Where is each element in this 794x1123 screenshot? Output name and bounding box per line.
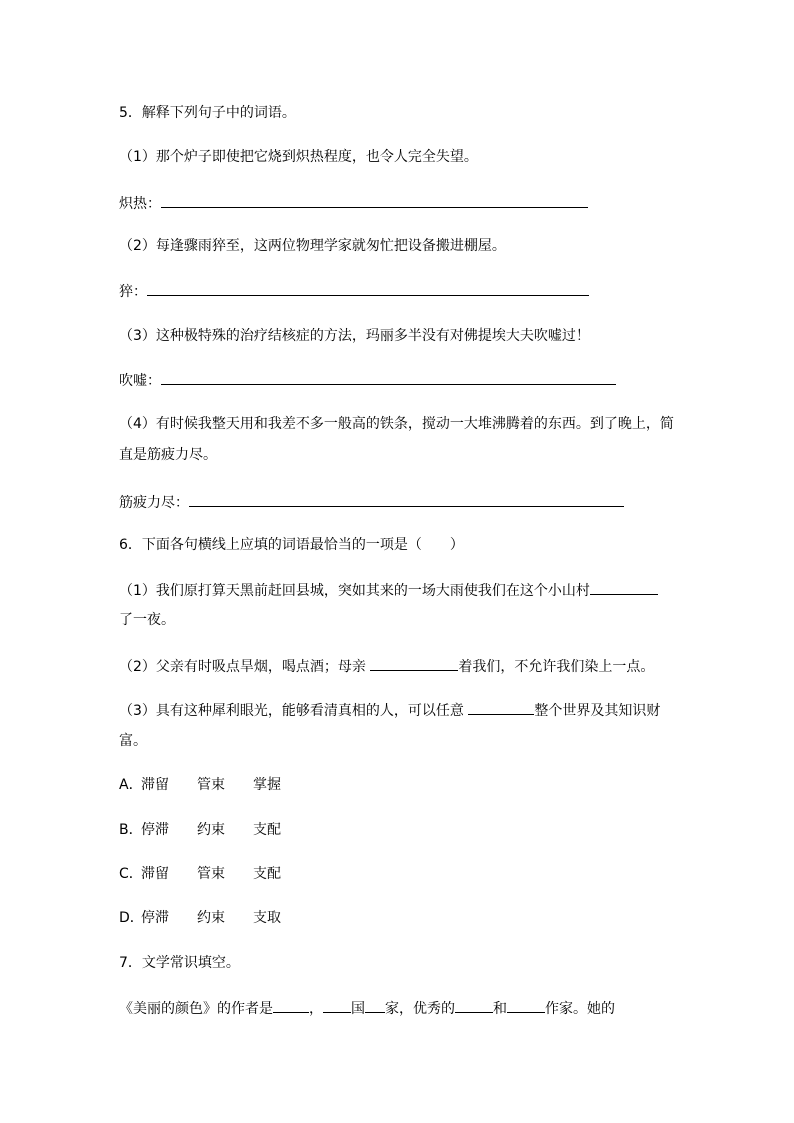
q6-s2-text-b: 着我们，不允许我们染上一点。: [458, 659, 655, 675]
option-word-2: 约束: [197, 822, 225, 838]
answer-blank[interactable]: [507, 998, 545, 1013]
q7-text-1: 《美丽的颜色》的作者是: [119, 1001, 273, 1017]
q5-sentence-4b: 直是筋疲力尽。: [119, 447, 217, 463]
option-word-3: 支取: [253, 910, 281, 926]
q6-s1-text: （1）我们原打算天黑前赶回县城，突如其来的一场大雨使我们在这个小山村: [119, 583, 590, 599]
option-word-2: 约束: [197, 910, 225, 926]
answer-blank[interactable]: [365, 998, 385, 1013]
option-b[interactable]: [119, 820, 281, 840]
option-letter: D．: [119, 910, 144, 926]
q5-sentence-4a: （4）有时候我整天用和我差不多一般高的铁条，搅动一大堆沸腾着的东西。到了晚上，简: [119, 416, 674, 432]
q6-sentence-1b: 了一夜。: [119, 612, 175, 628]
q7-text-2: ，: [309, 1001, 323, 1017]
option-word-1: 停滞: [141, 910, 169, 926]
q5-sentence-1: （1）那个炉子即使把它烧到炽热程度，也令人完全失望。: [119, 149, 478, 165]
answer-blank[interactable]: [468, 700, 534, 715]
q5-word-row-1: [119, 193, 588, 214]
option-c[interactable]: [119, 864, 281, 884]
answer-blank[interactable]: [370, 656, 458, 671]
q5-word-3: 吹嘘：: [119, 373, 161, 389]
answer-blank[interactable]: [455, 998, 493, 1013]
answer-blank[interactable]: [161, 193, 588, 208]
option-letter: C．: [119, 866, 143, 882]
option-d[interactable]: [119, 908, 281, 928]
q6-sentence-1a: [119, 580, 658, 601]
option-word-2: 管束: [197, 777, 225, 793]
option-a[interactable]: [119, 775, 281, 795]
q5-word-row-2: [119, 281, 589, 302]
q5-word-2: 猝：: [119, 284, 147, 300]
q5-word-row-3: [119, 370, 616, 391]
answer-blank[interactable]: [323, 998, 351, 1013]
q5-sentence-3: （3）这种极特殊的治疗结核症的方法，玛丽多半没有对佛提埃大夫吹嘘过！: [119, 328, 590, 344]
answer-blank[interactable]: [189, 492, 624, 507]
q6-s3-text-b: 整个世界及其知识财: [534, 703, 661, 719]
option-letter: A．: [119, 777, 143, 793]
answer-blank[interactable]: [273, 998, 309, 1013]
q5-title: 5．解释下列句子中的词语。: [119, 105, 296, 121]
q7-text-4: 家，优秀的: [385, 1001, 455, 1017]
option-word-1: 停滞: [141, 822, 169, 838]
q7-text-5: 和: [493, 1001, 507, 1017]
q7-text-3: 国: [351, 1001, 365, 1017]
q6-sentence-3b: 富。: [119, 733, 147, 749]
q6-sentence-3a: [119, 700, 660, 721]
q6-title: 6．下面各句横线上应填的词语最恰当的一项是（ ）: [119, 537, 464, 553]
option-word-1: 滞留: [141, 866, 169, 882]
q7-text-6: 作家。她的: [545, 1001, 615, 1017]
answer-blank[interactable]: [161, 370, 616, 385]
q7-title: 7．文学常识填空。: [119, 955, 240, 971]
answer-blank[interactable]: [590, 580, 658, 595]
q7-sentence: [119, 998, 615, 1019]
option-letter: B．: [119, 822, 143, 838]
option-word-1: 滞留: [141, 777, 169, 793]
option-word-3: 支配: [253, 822, 281, 838]
option-word-3: 掌握: [253, 777, 281, 793]
option-word-2: 管束: [197, 866, 225, 882]
q5-word-1: 炽热：: [119, 196, 161, 212]
q5-word-4: 筋疲力尽：: [119, 495, 189, 511]
answer-blank[interactable]: [147, 281, 589, 296]
q5-sentence-2: （2）每逢骤雨猝至，这两位物理学家就匆忙把设备搬进棚屋。: [119, 238, 506, 254]
q6-s2-text-a: （2）父亲有时吸点旱烟，喝点酒；母亲: [119, 659, 371, 675]
q5-word-row-4: [119, 492, 624, 513]
q6-s3-text-a: （3）具有这种犀利眼光，能够看清真相的人，可以任意: [119, 703, 469, 719]
q6-sentence-2: [119, 656, 654, 677]
option-word-3: 支配: [253, 866, 281, 882]
